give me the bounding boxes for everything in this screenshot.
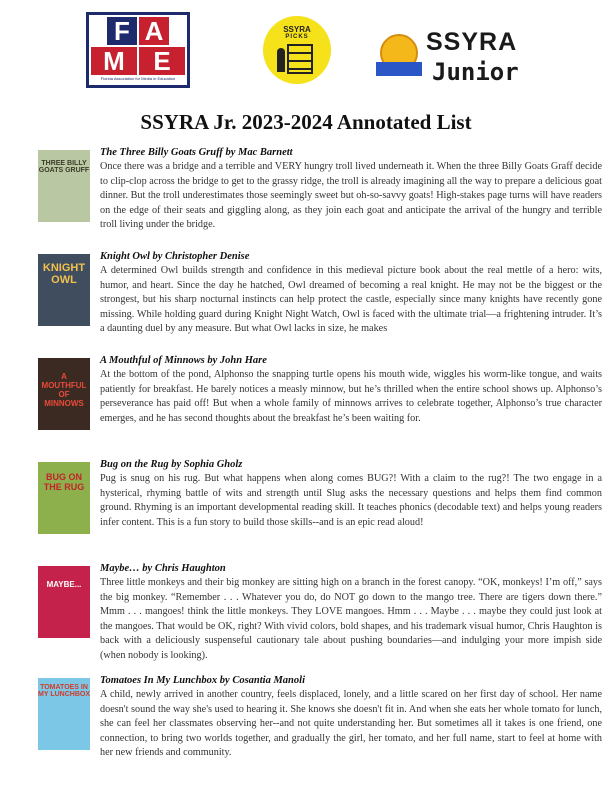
cover-title: KNIGHT OWL [42, 262, 86, 286]
ssyra-picks-line2: PICKS [285, 34, 309, 40]
reader-silhouette-icon [277, 48, 285, 72]
cover-title: TOMATOES IN MY LUNCHBOX [38, 684, 90, 698]
book-description: Once there was a bridge and a terrible and VERY hungry troll lived underneath it. When the three Billy Goats Graff decide to clip-clop across the bridge to get to the grassy ridge, the troll is already imagining all the way to prepare a delicious goat dinner. But the troll underestimates those seemingly sweet but oh-so-savvy goats! High-stakes page turns will have readers on the edge of their seats and giggling along, as they join each goat and anticipate the arrival of the hungry and terrible troll living under the bridge. [100, 161, 602, 230]
fame-letter: E [139, 47, 185, 75]
ssyra-junior-line1: SSYRA [426, 28, 518, 56]
page-title: SSYRA Jr. 2023-2024 Annotated List [140, 110, 472, 134]
fame-logo [86, 12, 190, 88]
book-description: Pug is snug on his rug. But what happens when along comes BUG?! With a claim to the rug?! The two engage in a hysterical, rhyming battle of wits and strength until Slug asks the necessary questions and helps them find common ground. Rhyming is an important developmental reading skill. It teaches phonics (decodable text) and helps young readers infer content. This is a fun story to build those skills--and is an epic read aloud! [100, 473, 602, 528]
book-title: Bug on the Rug by Sophia Gholz [100, 459, 243, 470]
ssyra-picks-line1: SSYRA [283, 25, 311, 34]
book-title: The Three Billy Goats Gruff by Mac Barnett [100, 147, 293, 158]
ssyra-junior-logo [376, 28, 536, 92]
cover-title: BUG ON THE RUG [43, 472, 85, 492]
fame-letter: M [91, 47, 137, 75]
book-cover-image [38, 462, 90, 534]
bookshelf-icon [287, 44, 313, 74]
book-description: At the bottom of the pond, Alphonso the snapping turtle opens his mouth wide, wiggles his worm-like tongue, and waits patiently for breakfast. He barely notices a measly minnow, but he’s thrilled when the entire school shows up. Alphonso’s perseverance has paid off! But when a whole family of minnows arrives to celebrate together, Alphonso’s true character emerges, and he has second thoughts about the breakfast he’s been waiting for. [100, 369, 602, 424]
cover-title: A MOUTHFUL OF MINNOWS [41, 372, 87, 408]
book-description: A child, newly arrived in another country, feels displaced, lonely, and a little scared on her first day of school. Her name doesn't sound the way she's used to hearing it. She knows she doesn't fit in. And when she eats her whole tomato for lunch, she can feel her classmates observing her--and not quite understanding her. But sometimes all it takes is one friend, one connection, to bring two worlds together, and gradually the girl, her tomato, and her full name, start to feel at home with her new friends and community. [100, 689, 602, 758]
book-title: A Mouthful of Minnows by John Hare [100, 355, 267, 366]
book-title: Tomatoes In My Lunchbox by Cosantia Manoli [100, 675, 305, 686]
fame-letter: F [107, 17, 137, 45]
fame-letter: A [139, 17, 169, 45]
ssyra-picks-logo [263, 16, 331, 84]
book-description: A determined Owl builds strength and confidence in this medieval picture book about the real mettle of a hero: wits, humor, and heart. Since the day he hatched, Owl dreamed of becoming a real knight. He may not be the biggest or the strongest, but his sharp nocturnal instincts can help protect the castle, especially since many knights have recently gone missing. While holding guard during Knight Night Watch, Owl is faced with the ultimate trial—a frightening intruder. It’s a daunting duel by any measure. But what Owl lacks in size, he makes [100, 265, 602, 334]
book-title: Knight Owl by Christopher Denise [100, 251, 250, 262]
cover-title: THREE BILLY GOATS GRUFF [38, 160, 90, 174]
book-cover-image [38, 150, 90, 222]
book-cover-image [38, 678, 90, 750]
ssyra-junior-line2: Junior [432, 58, 519, 86]
open-book-icon [376, 62, 422, 76]
logo-banner [0, 12, 612, 92]
book-title: Maybe… by Chris Haughton [100, 563, 226, 574]
book-description: Three little monkeys and their big monkey are sitting high on a branch in the forest canopy. “OK, monkeys! I’m off,” says the big monkey. “Remember . . . Whatever you do, do NOT go down to the mango tree. There are tigers down there.” Mmm . . . mangoes! think the little monkeys. They LOVE mangoes. Hmm . . . Maybe . . . maybe they could just look at the mangoes. That would be OK, right? With vivid colors, bold shapes, and his trademark visual humor, Chris Haughton is back with a deliciously suspenseful cautionary tale about pushing boundaries—and indulging your more impish side (when nobody is looking). [100, 577, 602, 661]
cover-title: MAYBE... [46, 580, 82, 589]
fame-tagline: Florida Association for Media in Education [100, 76, 176, 81]
book-cover-image [38, 254, 90, 326]
book-cover-image [38, 358, 90, 430]
book-cover-image [38, 566, 90, 638]
